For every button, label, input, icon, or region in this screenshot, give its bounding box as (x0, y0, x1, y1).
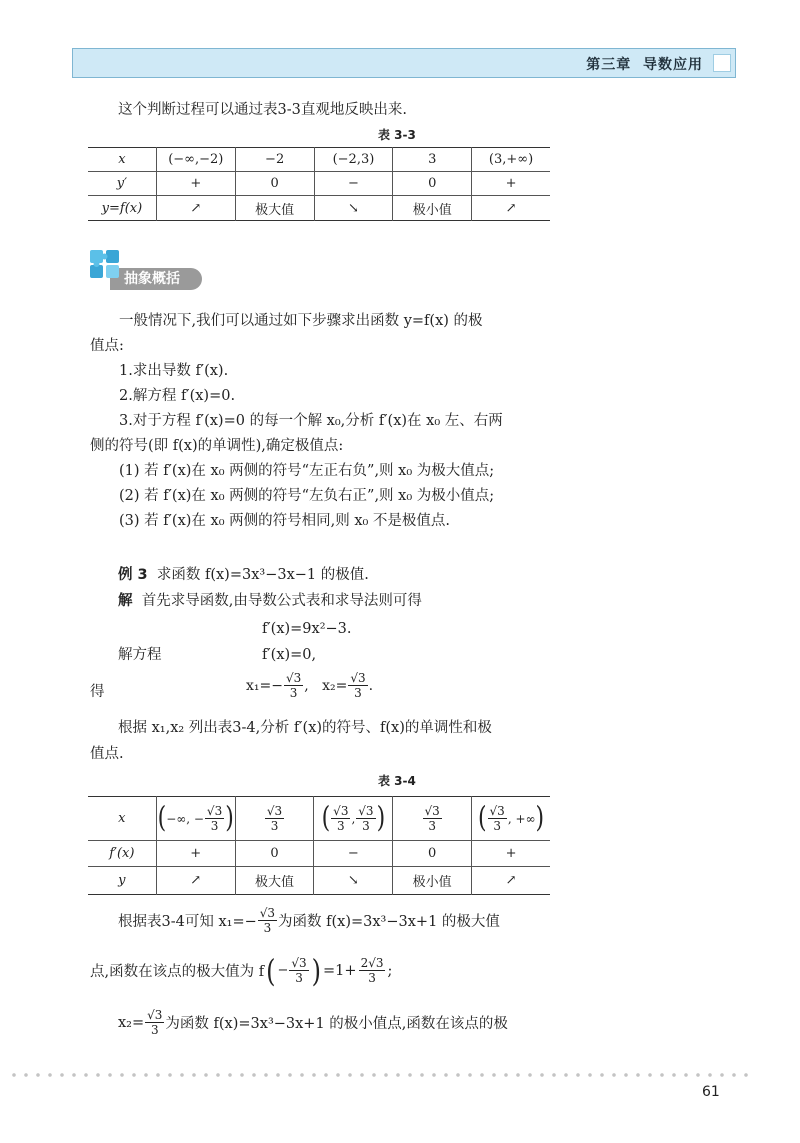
fraction-num: √3 (333, 804, 349, 818)
example-label: 例 3 (118, 567, 148, 583)
conclusion-text: 根据表3-4可知 x₁=− (118, 914, 257, 930)
conclusion-line-1 (118, 906, 500, 935)
conclusion-line-3 (118, 1008, 508, 1037)
fraction (284, 671, 303, 700)
conclusion-text: x₂= (118, 1014, 145, 1031)
interval-cell (322, 804, 386, 833)
roots-formula (246, 671, 373, 700)
conclusion-text: 点,函数在该点的极大值为 f (90, 964, 265, 980)
fraction-den: 3 (362, 819, 370, 833)
table1-cell: ↘ (314, 196, 393, 221)
summary-line: (2) 若 f′(x)在 x₀ 两侧的符号“左负右正”,则 x₀ 为极小值点; (90, 488, 495, 504)
table2-caption: 表 3-4 (378, 774, 416, 788)
table1-caption: 表 3-3 (378, 128, 416, 142)
section-title: 抽象概括 (124, 271, 180, 287)
table2-cell (472, 797, 550, 841)
fraction-den: 3 (368, 971, 376, 985)
fraction-num: √3 (350, 671, 366, 685)
fraction (265, 804, 284, 833)
table1-cell: 3 (393, 148, 472, 172)
fraction-den: 3 (150, 1023, 159, 1037)
table2-cell: 极大值 (235, 867, 314, 895)
conclusion-text: =1+ (323, 962, 357, 979)
solve-label: 解方程 (118, 647, 162, 663)
table-3-3 (88, 147, 550, 221)
get-label: 得 (90, 684, 105, 700)
table1-cell: ↗ (472, 196, 550, 221)
table1-cell: y=f(x) (88, 196, 156, 221)
left-paren: ( (266, 952, 276, 989)
table2-cell: + (472, 841, 550, 867)
summary-line: 值点: (90, 338, 124, 354)
fraction (348, 671, 367, 700)
table2-cell: ↗ (472, 867, 550, 895)
x1-lhs: x₁=− (246, 677, 283, 694)
fraction-num: √3 (424, 804, 440, 818)
comma: , (351, 811, 356, 826)
page-number: 61 (702, 1084, 720, 1100)
fraction-den: 3 (289, 686, 298, 700)
fraction-num: √3 (291, 956, 307, 970)
derivative-equation: f′(x)=0, (262, 647, 317, 663)
interval-left-part: −∞, − (166, 811, 204, 826)
interval-cell (158, 804, 234, 833)
fraction-den: 3 (295, 971, 303, 985)
fraction-num: √3 (147, 1008, 163, 1022)
table2-cell: x (118, 811, 126, 826)
fraction-den: 3 (263, 921, 272, 935)
table2-cell: y (88, 867, 156, 895)
fraction (488, 804, 507, 833)
chapter-header-title (586, 54, 703, 74)
derivative-formula: f′(x)=9x²−3. (262, 621, 352, 637)
table1-cell: 极小值 (393, 196, 472, 221)
left-paren: ( (157, 802, 167, 835)
table1-cell: ↗ (156, 196, 235, 221)
table2-cell: ↗ (156, 867, 235, 895)
left-paren: ( (477, 802, 487, 835)
fraction (423, 804, 442, 833)
fraction (289, 956, 308, 985)
fraction-den: 3 (493, 819, 501, 833)
comma: , (304, 677, 309, 694)
summary-line: 3.对于方程 f′(x)=0 的每一个解 x₀,分析 f′(x)在 x₀ 左、右两 (90, 413, 503, 429)
analysis-line: 根据 x₁,x₂ 列出表3-4,分析 f′(x)的符号、f(x)的单调性和极 (118, 720, 492, 736)
fraction-den: 3 (210, 819, 219, 833)
solution-label: 解 (118, 593, 133, 609)
table1-cell: x (118, 152, 126, 167)
right-paren: ) (376, 802, 386, 835)
table1-cell: (−2,3) (314, 148, 393, 172)
table1-cell: y′ (88, 172, 156, 196)
chapter-number: 第三章 (586, 57, 632, 73)
conclusion-text: ; (387, 962, 393, 979)
summary-line: (3) 若 f′(x)在 x₀ 两侧的符号相同,则 x₀ 不是极值点. (90, 513, 451, 529)
fraction-num: 2√3 (360, 956, 384, 970)
fraction-num: √3 (259, 906, 276, 920)
example-text: 求函数 f(x)=3x³−3x−1 的极值. (156, 567, 369, 583)
summary-line: 1.求出导数 f′(x). (90, 363, 229, 379)
table1-cell: 极大值 (235, 196, 314, 221)
interval-cell (478, 804, 544, 833)
fraction-den: 3 (354, 686, 362, 700)
x2-lhs: x₂= (322, 677, 348, 694)
conclusion-line-2: 点,函数在该点的极大值为 f ( − $\frac{√3}{3}$ ) =1+ $\frac{2√3}{3}$ ; (90, 952, 393, 989)
table1-cell: (3,+∞) (472, 148, 550, 172)
fraction (356, 804, 375, 833)
right-paren: ) (311, 952, 322, 989)
fraction-den: 3 (336, 819, 345, 833)
fraction-num: √3 (266, 804, 283, 818)
fraction-num: √3 (489, 804, 505, 818)
table1-cell: −2 (235, 148, 314, 172)
table2-cell: 0 (393, 841, 472, 867)
fraction-den: 3 (270, 819, 279, 833)
chapter-title: 导数应用 (643, 57, 703, 73)
right-paren: ) (535, 802, 545, 835)
table1-cell: 0 (393, 172, 472, 196)
table2-cell (314, 797, 393, 841)
solution-line (118, 591, 422, 611)
table2-cell: + (156, 841, 235, 867)
table1-cell: 0 (235, 172, 314, 196)
summary-line: 侧的符号(即 f(x)的单调性),确定极值点: (90, 438, 344, 454)
fraction (145, 1008, 164, 1037)
table2-cell: − (314, 841, 393, 867)
right-paren: ) (225, 802, 234, 835)
fraction-num: √3 (206, 804, 223, 818)
summary-line: 一般情况下,我们可以通过如下步骤求出函数 y=f(x) 的极 (90, 313, 483, 329)
interval-right-part: , +∞ (507, 811, 536, 826)
summary-line: 2.解方程 f′(x)=0. (90, 388, 236, 404)
table2-cell (235, 797, 314, 841)
section-tag (110, 268, 202, 290)
period: . (368, 677, 374, 694)
table1-cell: + (156, 172, 235, 196)
fraction (359, 956, 386, 985)
table2-cell: f′(x) (88, 841, 156, 867)
puzzle-icon (88, 248, 122, 280)
example-statement (118, 565, 369, 585)
chapter-header-bar (72, 48, 736, 78)
table1-cell: − (314, 172, 393, 196)
conclusion-text: 为函数 f(x)=3x³−3x+1 的极大值 (278, 914, 500, 930)
left-paren: ( (321, 802, 331, 835)
footer-dotted-rule (8, 1072, 748, 1078)
table-3-4 (88, 796, 550, 895)
fraction-num: √3 (285, 671, 302, 685)
table2-cell: 0 (235, 841, 314, 867)
fraction (331, 804, 350, 833)
header-square-decoration (713, 54, 731, 72)
intro-line: 这个判断过程可以通过表3-3直观地反映出来. (118, 102, 407, 118)
fraction-num: √3 (358, 804, 374, 818)
fraction (205, 804, 224, 833)
fraction (258, 906, 277, 935)
table2-cell (393, 797, 472, 841)
table2-cell: 极小值 (393, 867, 472, 895)
analysis-line: 值点. (90, 746, 124, 762)
summary-line: (1) 若 f′(x)在 x₀ 两侧的符号“左正右负”,则 x₀ 为极大值点; (90, 463, 495, 479)
solution-text: 首先求导函数,由导数公式表和求导法则可得 (141, 593, 422, 609)
conclusion-text: 为函数 f(x)=3x³−3x+1 的极小值点,函数在该点的极 (165, 1016, 508, 1032)
table1-cell: (−∞,−2) (156, 148, 235, 172)
fraction-den: 3 (428, 819, 436, 833)
table1-cell: + (472, 172, 550, 196)
table2-cell: ↘ (314, 867, 393, 895)
table2-cell (156, 797, 235, 841)
